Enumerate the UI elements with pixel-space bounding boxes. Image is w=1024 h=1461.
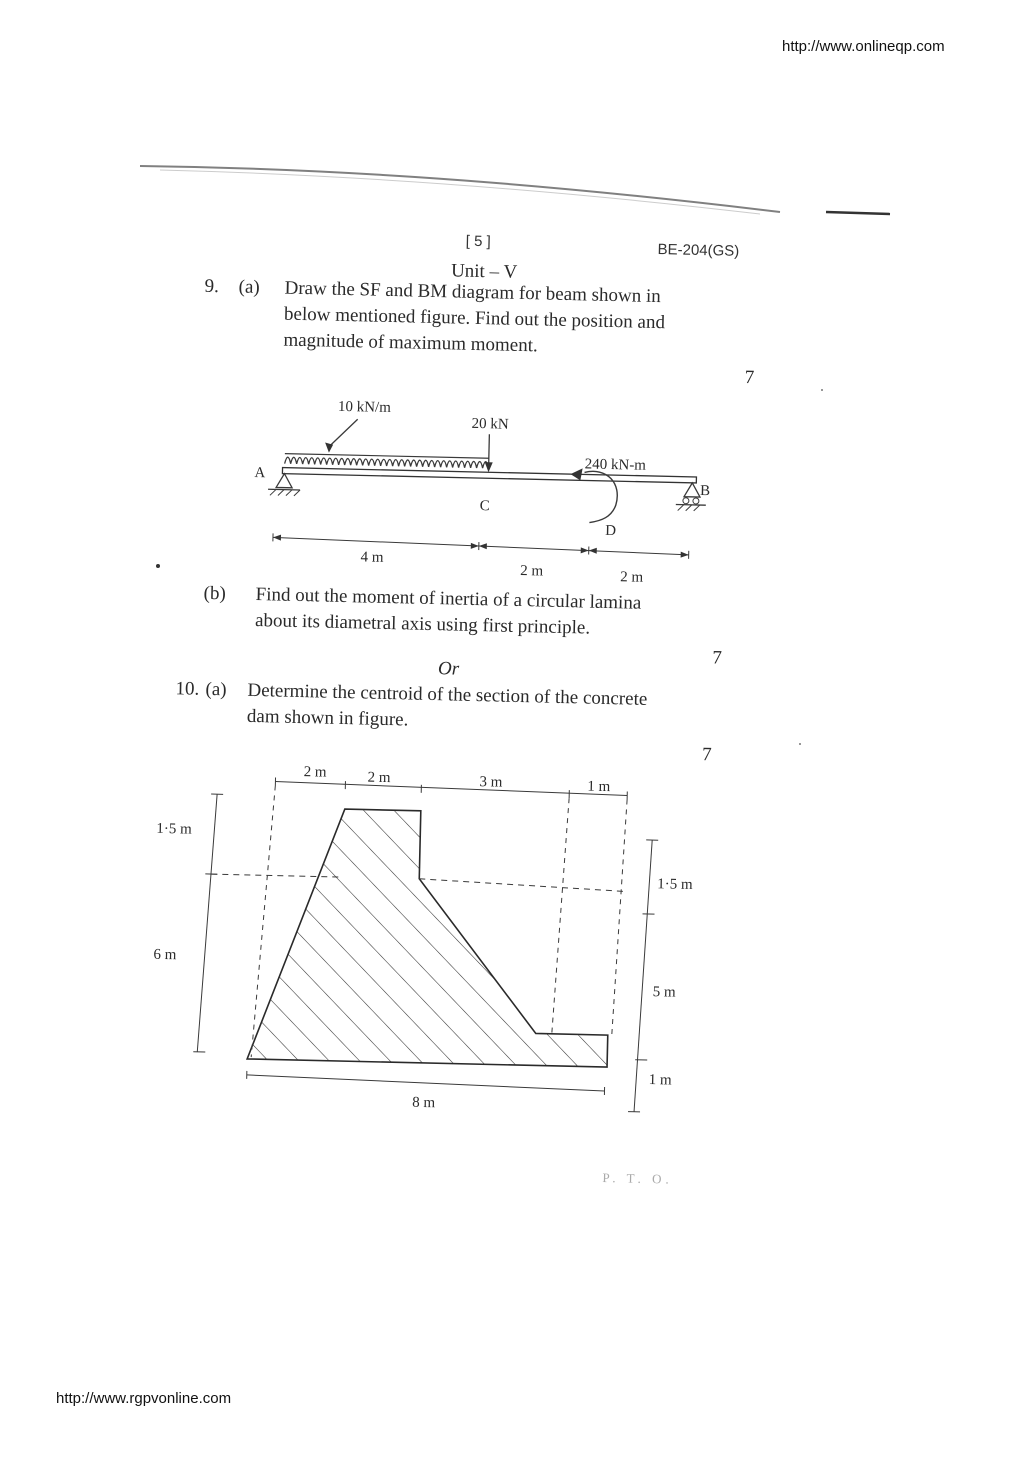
point-c-label: C <box>479 498 490 515</box>
point-load-label: 20 kN <box>471 415 509 433</box>
pto-mark: P. T. O. <box>602 1170 673 1187</box>
q9a-label: (a) <box>238 276 260 299</box>
dim-right-1-5m: 1·5 m <box>657 876 693 893</box>
dim-bottom-8m: 8 m <box>412 1094 436 1112</box>
top-dimension-line <box>275 778 627 800</box>
q9a-line-3: magnitude of maximum moment. <box>283 329 538 357</box>
dim-right-1m: 1 m <box>648 1072 672 1089</box>
dim-top-2m-b: 2 m <box>367 769 391 787</box>
dim-2m-db: 2 m <box>619 569 644 586</box>
page-number: [ 5 ] <box>465 232 491 251</box>
or-separator: Or <box>437 658 460 680</box>
dim-left-6m: 6 m <box>153 946 177 964</box>
pin-support-a <box>268 473 300 496</box>
dam-section-diagram <box>150 755 718 1128</box>
moment-label: 240 kN-m <box>584 456 647 474</box>
left-dimension-line <box>193 794 223 1052</box>
point-load-arrow <box>489 434 490 466</box>
paper-code: BE-204(GS) <box>657 241 740 260</box>
q9a-line-1: Draw the SF and BM diagram for beam shown in <box>284 277 662 308</box>
dim-left-1-5m: 1·5 m <box>156 820 192 838</box>
dim-2m-cd: 2 m <box>520 563 544 580</box>
source-url-top[interactable]: http://www.onlineqp.com <box>782 38 945 55</box>
dim-top-3m: 3 m <box>479 774 503 791</box>
q9b-line-2: about its diametral axis using first principle. <box>254 610 591 639</box>
point-load-arrowhead <box>485 462 493 472</box>
dim-top-2m-a: 2 m <box>303 764 327 781</box>
udl-label: 10 kN/m <box>337 398 392 417</box>
bottom-dimension-line <box>246 1071 604 1095</box>
point-b-label: B <box>699 483 711 500</box>
q9b-marks: 7 <box>712 647 723 669</box>
q9a-line-2: below mentioned figure. Find out the position and <box>283 303 666 334</box>
point-d-label: D <box>605 522 617 540</box>
beam-dimension-line <box>273 533 689 558</box>
q10a-line-1: Determine the centroid of the section of the concrete <box>247 679 648 710</box>
q10a-label: (a) <box>205 678 227 701</box>
source-url-bottom[interactable]: http://www.rgpvonline.com <box>56 1390 232 1407</box>
q9b-label: (b) <box>203 582 227 605</box>
q9-number: 9. <box>204 275 220 298</box>
dim-4m: 4 m <box>360 549 384 566</box>
dam-section <box>247 807 613 1067</box>
point-a-label: A <box>254 464 266 482</box>
udl-load <box>285 454 489 469</box>
q10a-marks: 7 <box>701 744 712 766</box>
dim-top-1m: 1 m <box>587 778 611 796</box>
udl-arrow <box>329 419 358 448</box>
unit-heading: Unit – V <box>450 260 518 283</box>
q10a-line-2: dam shown in figure. <box>246 705 409 731</box>
q10-number: 10. <box>175 678 200 700</box>
q9b-line-1: Find out the moment of inertia of a circular lamina <box>255 584 642 614</box>
beam-diagram <box>242 387 711 587</box>
dim-right-5m: 5 m <box>652 984 676 1001</box>
q9a-marks: 7 <box>744 367 755 389</box>
